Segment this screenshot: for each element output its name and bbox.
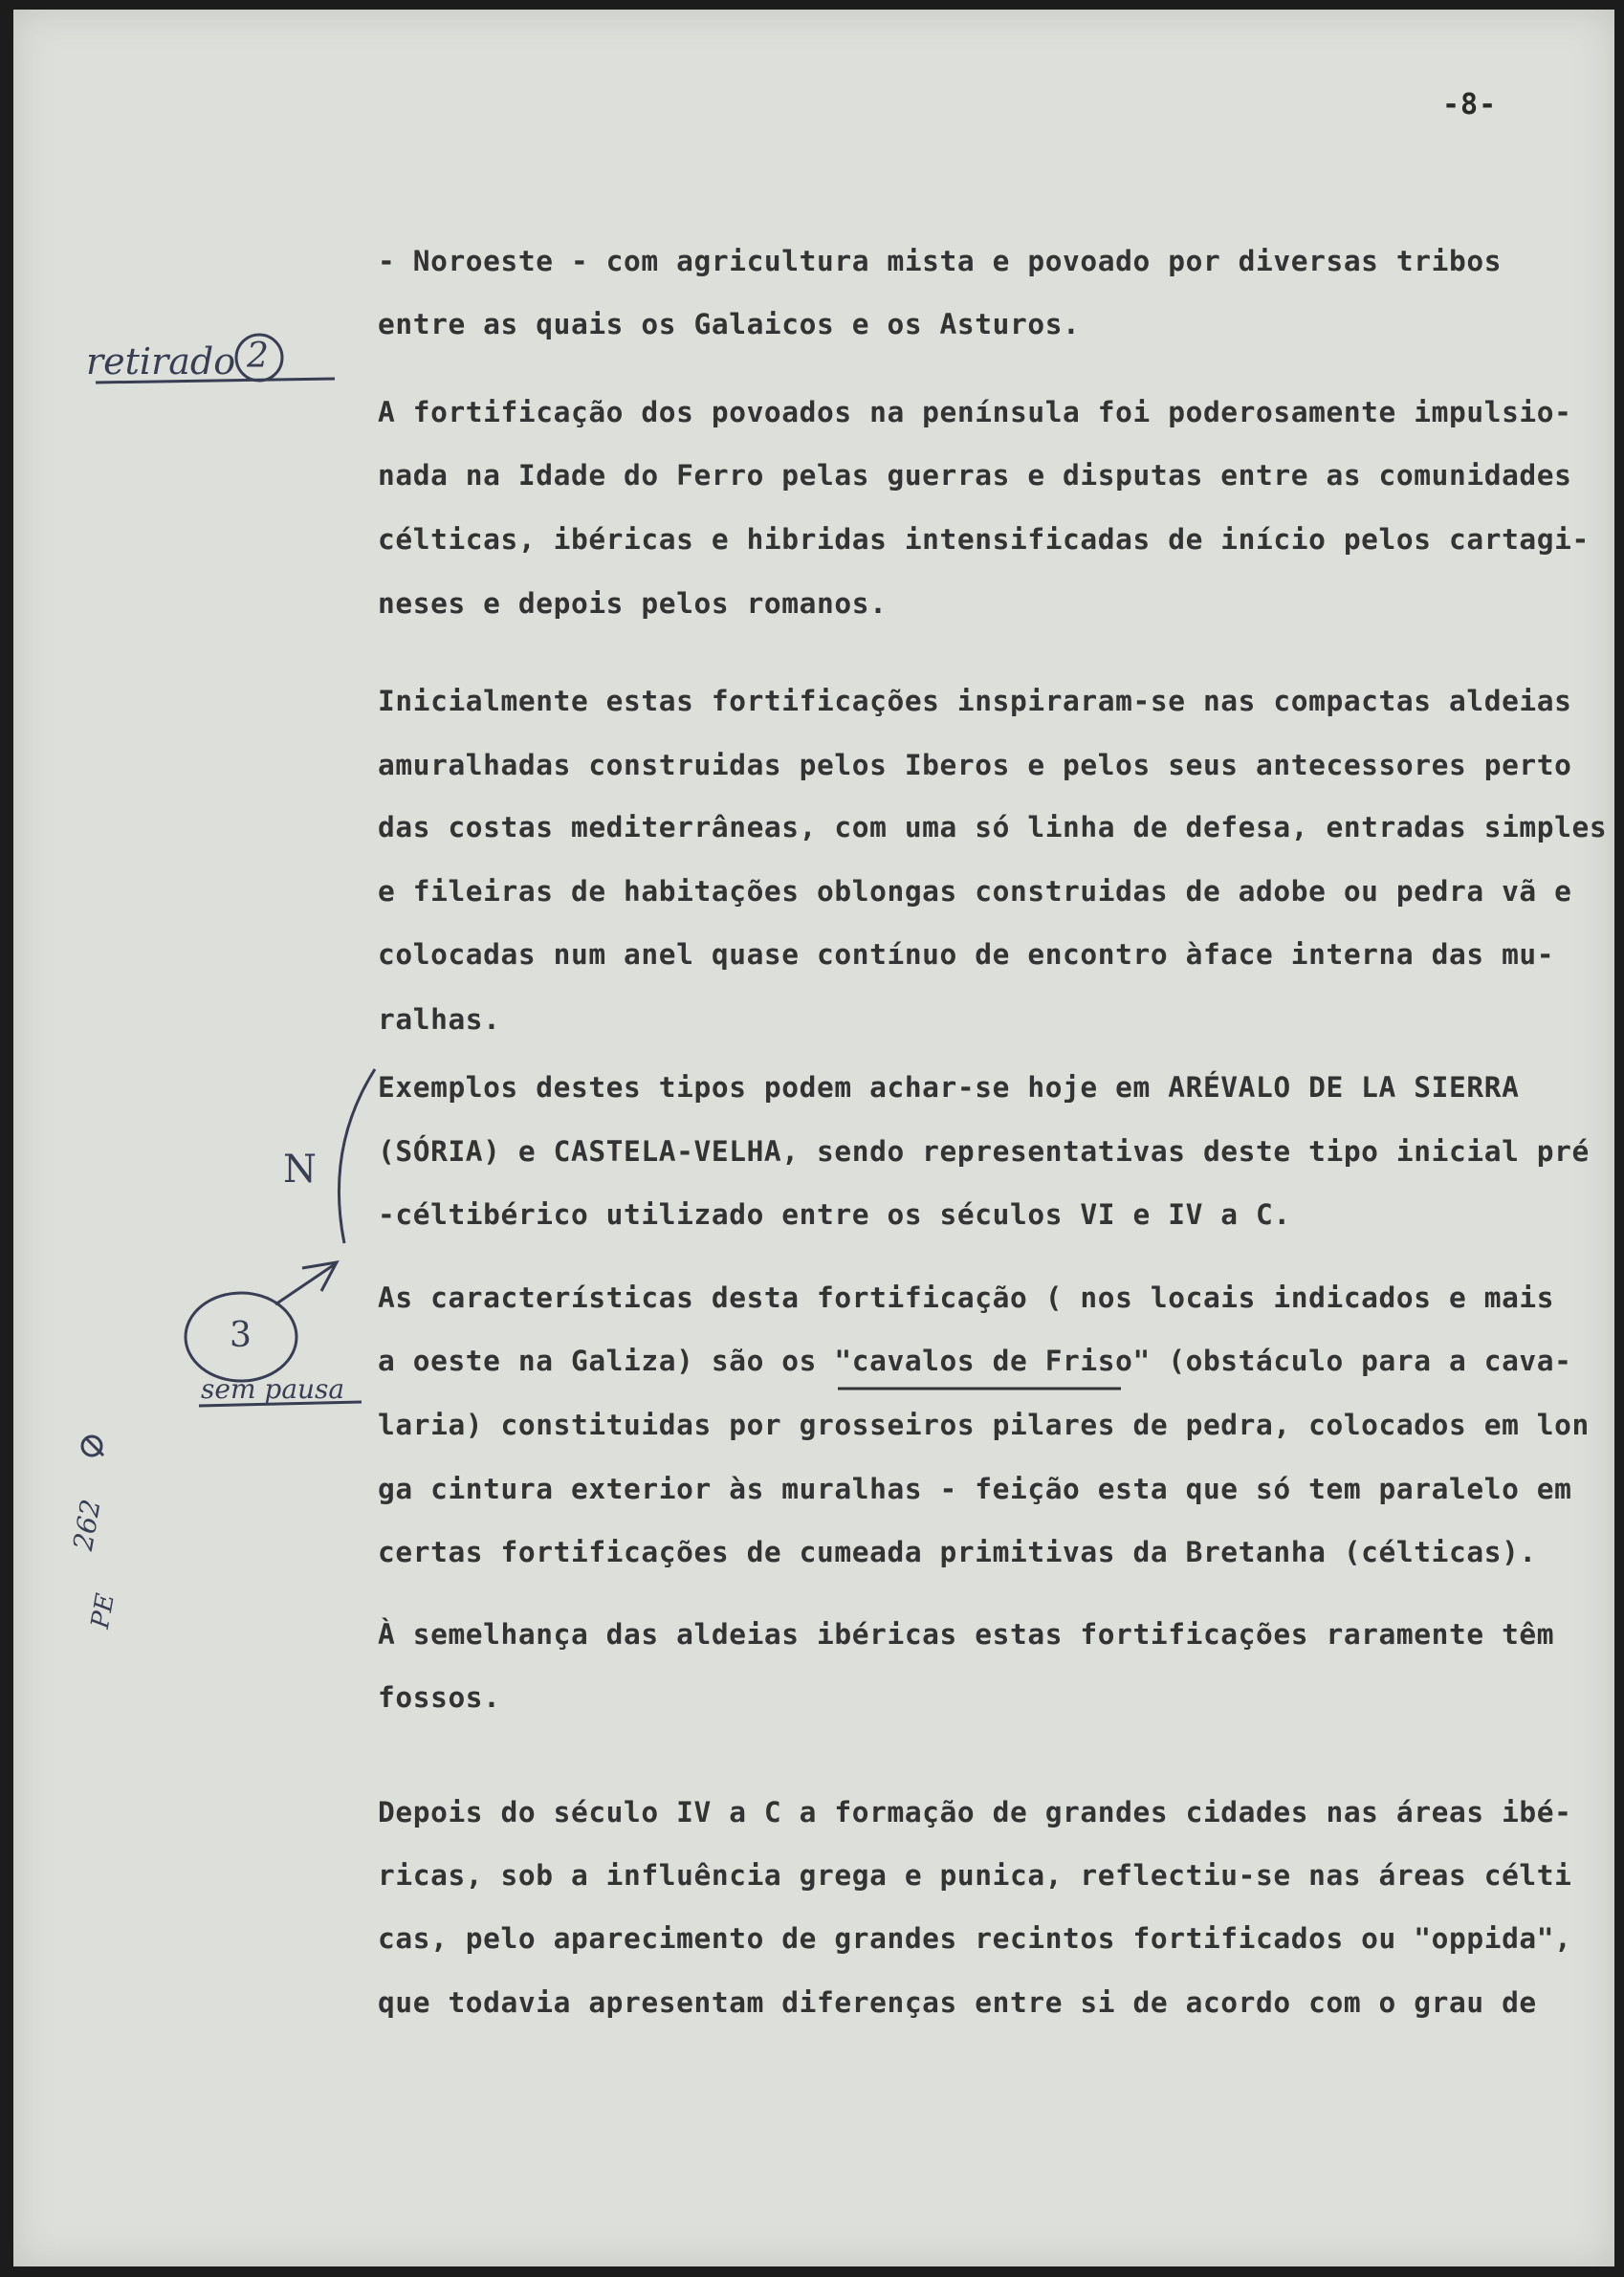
text-line: fossos. (378, 1681, 501, 1714)
text-line: célticas, ibéricas e hibridas intensificadas de início pelos cartagi- (378, 523, 1590, 556)
text-line: ga cintura exterior às muralhas - feição esta que só tem paralelo em (378, 1473, 1572, 1505)
handwritten-circle-3-label: 3 (230, 1316, 252, 1355)
text-line: a oeste na Galiza) são os "cavalos de Friso" (obstáculo para a cava- (378, 1345, 1572, 1377)
text-line: À semelhança das aldeias ibéricas estas fortificações raramente têm (378, 1618, 1555, 1651)
text-line: ralhas. (378, 1003, 501, 1036)
text-line: cas, pelo aparecimento de grandes recintos fortificados ou "oppida", (378, 1922, 1572, 1955)
text-line: Exemplos destes tipos podem achar-se hoje em ARÉVALO DE LA SIERRA (378, 1071, 1520, 1104)
handwritten-ref-262: 262 (67, 1497, 107, 1553)
page-number: -8- (1442, 88, 1498, 121)
text-line: que todavia apresentam diferenças entre si de acordo com o grau de (378, 1986, 1537, 2019)
handwritten-ref-pe: PE (86, 1591, 121, 1631)
handwritten-n: N (283, 1148, 317, 1192)
text-line: (SÓRIA) e CASTELA-VELHA, sendo representativas deste tipo inicial pré (378, 1135, 1590, 1168)
text-line: colocadas num anel quase contínuo de encontro àface interna das mu- (378, 938, 1555, 971)
text-line: nada na Idade do Ferro pelas guerras e disputas entre as comunidades (378, 459, 1572, 492)
text-line: e fileiras de habitações oblongas construidas de adobe ou pedra vã e (378, 875, 1572, 908)
text-line: - Noroeste - com agricultura mista e povoado por diversas tribos (378, 245, 1503, 277)
handwritten-circle-2-label: 2 (247, 337, 269, 376)
text-line: entre as quais os Galaicos e os Asturos. (378, 308, 1081, 340)
text-line: As características desta fortificação ( nos locais indicados e mais (378, 1281, 1555, 1314)
text-line: ricas, sob a influência grega e punica, reflectiu-se nas áreas célti (378, 1859, 1572, 1892)
text-line: das costas mediterrâneas, com uma só linha de defesa, entradas simples (378, 811, 1608, 843)
text-line: -céltibérico utilizado entre os séculos VI e IV a C. (378, 1198, 1291, 1231)
text-line: laria) constituidas por grosseiros pilares de pedra, colocados em lon (378, 1409, 1590, 1441)
text-line: Depois do século IV a C a formação de grandes cidades nas áreas ibé- (378, 1796, 1572, 1828)
handwritten-sem-pausa: sem pausa (201, 1373, 345, 1405)
text-line: Inicialmente estas fortificações inspiraram-se nas compactas aldeias (378, 685, 1572, 717)
handwritten-retirado: retirado (86, 340, 236, 383)
text-line: certas fortificações de cumeada primitivas da Bretanha (célticas). (378, 1536, 1537, 1568)
text-line: amuralhadas construidas pelos Iberos e pelos seus antecessores perto (378, 749, 1572, 781)
text-line: A fortificação dos povoados na península foi poderosamente impulsio- (378, 396, 1572, 428)
text-line: neses e depois pelos romanos. (378, 587, 888, 620)
